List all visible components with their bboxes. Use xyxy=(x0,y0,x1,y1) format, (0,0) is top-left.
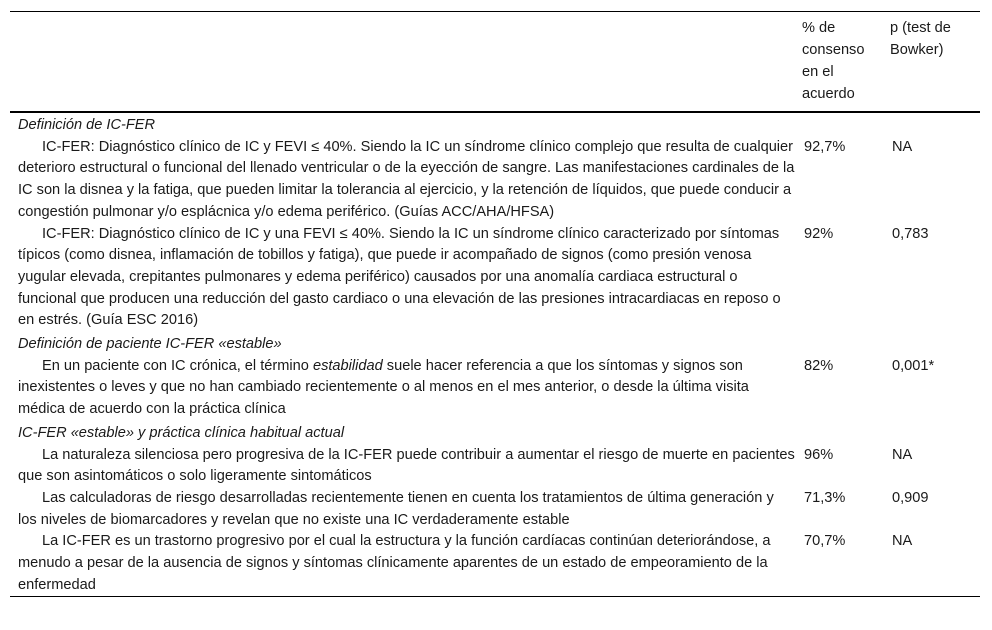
consensus-cell: 71,3% xyxy=(804,489,846,506)
statement-cell xyxy=(10,531,800,597)
header-consensus: % de consenso en el acuerdo xyxy=(802,20,865,102)
section-row xyxy=(10,332,980,356)
section-title: IC-FER «estable» y práctica clínica habitual actual xyxy=(18,424,345,441)
table-header xyxy=(10,12,980,113)
p-value-cell: 0,909 xyxy=(892,489,929,506)
table-row xyxy=(10,445,980,488)
statement-cell xyxy=(10,356,800,421)
p-value-cell: NA xyxy=(892,446,913,463)
statement-text: La naturaleza silenciosa pero progresiva de la IC-FER puede contribuir a aumentar el riesgo de muerte en pacientes que son asintomáticos o solo ligeramente sintomáticos xyxy=(18,446,795,485)
section-row xyxy=(10,421,980,445)
consensus-cell: 70,7% xyxy=(804,533,846,550)
statement-text: IC-FER: Diagnóstico clínico de IC y FEVI ≤ 40%. Siendo la IC un síndrome clínico complejo que resulta de cualquier deterioro estructural o funcional del llenado ventricular o de la eyección de sangre. Las manifestaciones cardinales de la IC son la disnea y la fatiga, que pueden limitar la tolerancia al ejercicio, y la retención de líquidos, que puede conducir a congestión pulmonar y/o esplácnica y/o edema periférico. (Guías ACC/AHA/HFSA) xyxy=(18,138,795,220)
table-row xyxy=(10,356,980,421)
statement-text: La IC-FER es un trastorno progresivo por el cual la estructura y la función cardíacas continúan deteriorándose, a menudo a pesar de la ausencia de signos y síntomas clínicamente aparentes de un estado de empeoramiento de la enfermedad xyxy=(18,533,771,593)
p-value-cell: NA xyxy=(892,138,913,155)
table-row xyxy=(10,137,980,224)
consensus-cell: 92% xyxy=(804,225,834,242)
table-row xyxy=(10,224,980,333)
section-row xyxy=(10,112,980,137)
statement-cell xyxy=(10,224,800,333)
p-value-cell: 0,001* xyxy=(892,357,935,374)
statement-cell xyxy=(10,445,800,488)
statement-text: IC-FER: Diagnóstico clínico de IC y una FEVI ≤ 40%. Siendo la IC un síndrome clínico caracterizado por síntomas típicos (como disnea, inflamación de tobillos y fatiga), que puede ir acompañado de signos (como presión venosa yugular elevada, crepitantes pulmonares y edema periférico) causados por una anomalía cardiaca estructural o funcional que producen una reducción del gasto cardiaco o una elevación de las presiones intracardiacas en reposo o en estrés. (Guía ESC 2016) xyxy=(18,225,781,329)
consensus-cell: 92,7% xyxy=(804,138,846,155)
statement-text-after: suele hacer referencia a que los síntomas y signos son inexistentes o leves y que no han cambiado recientemente o al menos en el mes anterior, o desde la última visita médica de acuerdo con la práctica clínica xyxy=(18,357,749,418)
statement-cell xyxy=(10,488,800,531)
p-value-cell: 0,783 xyxy=(892,225,929,242)
header-row xyxy=(10,12,980,113)
statement-cell xyxy=(10,137,800,224)
section-title: Definición de paciente IC-FER «estable» xyxy=(18,336,282,353)
table-row xyxy=(10,531,980,597)
statement-text-before: En un paciente con IC crónica, el término xyxy=(42,357,313,374)
header-p-value: p (test de Bowker) xyxy=(890,20,951,58)
section-title: Definición de IC-FER xyxy=(18,117,156,133)
table-row xyxy=(10,488,980,531)
statement-text: Las calculadoras de riesgo desarrolladas recientemente tienen en cuenta los tratamientos de última generación y los niveles de biomarcadores y revelan que no existe una IC verdaderamente estable xyxy=(18,489,774,528)
table-body xyxy=(10,112,980,597)
header-statement xyxy=(10,12,800,113)
p-value-cell: NA xyxy=(892,533,913,550)
consensus-table xyxy=(10,11,980,597)
consensus-cell: 96% xyxy=(804,446,834,463)
statement-text-emphasis: estabilidad xyxy=(312,357,383,374)
consensus-cell: 82% xyxy=(804,357,834,374)
